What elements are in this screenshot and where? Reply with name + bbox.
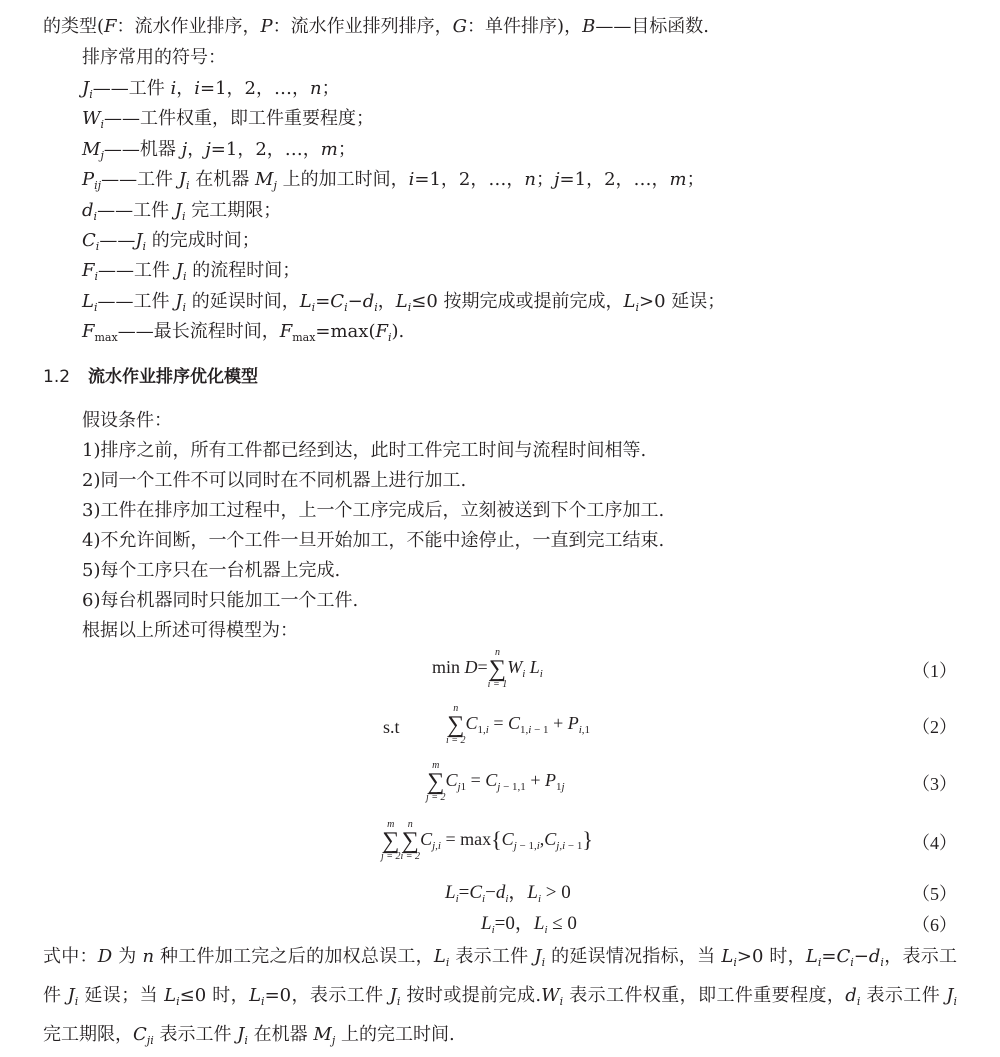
symbol-Fmax: $F_{max}——$最长流程时间，$F_{max}=\max(F_i)$. <box>82 321 405 344</box>
equation-6-number: （6） <box>912 915 957 935</box>
equation-3: m ∑ j = 2 $C_{j1} = C_{j - 1,1} + P_{1j}$ <box>426 760 565 803</box>
symbol-F: $F_i——$工件 $J_i$ 的流程时间； <box>82 260 301 283</box>
symbol-C: $C_i——J_i$ 的完成时间； <box>82 230 260 253</box>
equation-4-number: （4） <box>912 833 957 853</box>
section-heading <box>43 364 258 390</box>
equation-6: $L_i=0$，$L_i \le 0$ <box>481 913 577 936</box>
assumption-3: 3)工件在排序加工过程中，上一个工序完成后，立刻被送到下个工序加工. <box>82 500 665 521</box>
symbol-d: $d_i——$工件 $J_i$ 完工期限； <box>82 200 282 223</box>
equation-2-number: （2） <box>912 717 957 737</box>
text-line-1: 的类型(F：流水作业排序，P：流水作业排列排序，G：单件排序)，B——目标函数. <box>43 16 710 37</box>
assumption-4: 4)不允许间断，一个工件一旦开始加工，不能中途停止，一直到完工结束. <box>82 530 665 551</box>
symbol-W: $W_i——$工件权重，即工件重要程度； <box>82 108 375 131</box>
assumption-5: 5)每个工序只在一台机器上完成. <box>82 560 341 581</box>
equation-4: m ∑ j = 2 n ∑ i = 2 $C_{j,i} = \max\{C_{j - 1,i},C_{j,i - 1}\}$ <box>381 819 593 862</box>
assumption-1: 1)排序之前，所有工件都已经到达，此时工件完工时间与流程时间相等. <box>82 440 647 461</box>
model-intro: 根据以上所述可得模型为： <box>82 620 298 641</box>
equation-1: min D= n ∑ i = 1 $W_i$ $L_i$ <box>432 647 543 690</box>
equation-5: $L_i=C_i-d_i$，$L_i > 0$ <box>445 882 571 905</box>
section-number: 1.2 <box>43 367 71 387</box>
symbol-J: $J_i——$工件 i，i=1，2，…，n； <box>82 78 340 101</box>
equation-1-number: （1） <box>912 661 957 681</box>
section-title: 流水作业排序优化模型 <box>88 367 259 387</box>
explanation-paragraph: 式中：D 为 n 种工件加工完之后的加权总误工，$L_i$ 表示工件 $J_i$ 的延误情况指标，当 $L_i>0$ 时，$L_i=C_i-d_i$，表示工件 $J_i$ 延误；当 $L_i\le 0$ 时，$L_i=0$，表示工件 $J_i$ 按时或提前完成$.W_i$ 表示工件权重，即工件重要程度，$d_i$ 表示工件 $J_i$ 完工期限，$C_{ji}$ 表示工件 $J_i$ 在机器 $M_j$ 上的完工时间. <box>43 946 957 1047</box>
equation-5-number: （5） <box>912 884 957 904</box>
symbol-P: $P_{ij}——$工件 $J_i$ 在机器 $M_j$ 上的加工时间，i=1，2，…，n；j=1，2，…，m； <box>82 169 705 192</box>
assumption-2: 2)同一个工件不可以同时在不同机器上进行加工. <box>82 470 467 491</box>
equation-3-number: （3） <box>912 774 957 794</box>
assumption-6: 6)每台机器同时只能加工一个工件. <box>82 590 359 611</box>
equation-2: n ∑ i = 2 $C_{1,i} = C_{1,i - 1} + P_{i,1}$ <box>446 703 591 746</box>
assumptions-intro: 假设条件： <box>82 410 172 431</box>
symbols-intro: 排序常用的符号： <box>82 47 226 68</box>
symbol-L: $L_i——$工件 $J_i$ 的延误时间，$L_i=C_i-d_i$，$L_i\le 0$ 按期完成或提前完成，$L_i>0$ 延误； <box>82 291 726 314</box>
equation-2-prefix: s.t <box>383 717 400 737</box>
symbol-M: $M_j——$机器 j，j=1，2，…，m； <box>82 139 356 162</box>
